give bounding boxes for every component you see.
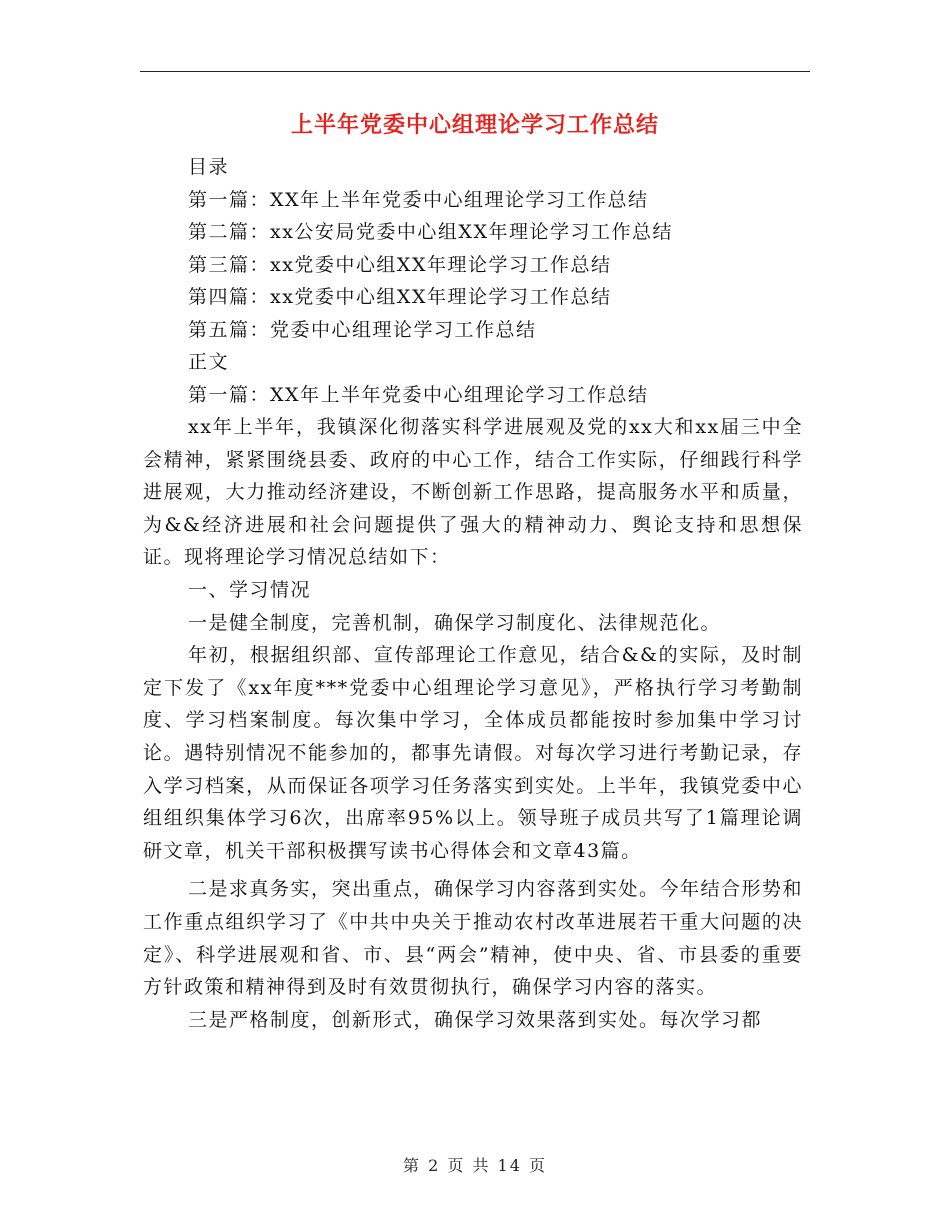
header-rule (140, 71, 810, 72)
toc-item-2: 第二篇：xx公安局党委中心组XX年理论学习工作总结 (188, 221, 673, 243)
toc-item-3: 第三篇：xx党委中心组XX年理论学习工作总结 (188, 253, 612, 276)
document-title: 上半年党委中心组理论学习工作总结 (290, 113, 659, 138)
paragraph-point-3: 三是严格制度，创新形式，确保学习效果落到实处。每次学习都 (188, 1008, 763, 1031)
document-body (143, 411, 803, 1036)
paragraph-point-1: 一是健全制度，完善机制，确保学习制度化、法律规范化。 (188, 611, 722, 634)
body-heading: 正文 (188, 351, 230, 373)
paragraph-point-2: 二是求真务实，突出重点，确保学习内容落到实处。今年结合形势和工作重点组织学习了《中共中央关于推动农村改革进展若干重大问题的决定》、科学进展观和省、市、县“两会”精神，使中央、省、市县委的重要方针政策和精神得到及时有效贯彻执行，确保学习内容的落实。 (143, 878, 804, 999)
section-heading: 一、学习情况 (188, 578, 312, 601)
toc-heading: 目录 (188, 156, 230, 178)
page-number: 第 2 页 共 14 页 (403, 1156, 547, 1175)
chapter-title: 第一篇：XX年上半年党委中心组理论学习工作总结 (188, 383, 649, 406)
paragraph-detail: 年初，根据组织部、宣传部理论工作意见，结合&&的实际，及时制定下发了《xx年度***党委中心组理论学习意见》，严格执行学习考勤制度、学习档案制度。每次集中学习，全体成员都能按时参加集中学习讨论。遇特别情况不能参加的，都事先请假。对每次学习进行考勤记录，存入学习档案，从而保证各项学习任务落实到实处。上半年，我镇党委中心组组织集体学习6次，出席率95%以上。领导班子成员共写了1篇理论调研文章，机关干部积极撰写读书心得体会和文章43篇。 (143, 644, 803, 862)
toc-item-5: 第五篇：党委中心组理论学习工作总结 (188, 318, 537, 341)
toc-item-1: 第一篇：XX年上半年党委中心组理论学习工作总结 (188, 188, 649, 211)
table-of-contents (188, 151, 828, 411)
toc-item-4: 第四篇：xx党委中心组XX年理论学习工作总结 (188, 286, 612, 308)
paragraph-intro: xx年上半年，我镇深化彻落实科学进展观及党的xx大和xx届三中全会精神，紧紧围绕县委、政府的中心工作，结合工作实际，仔细践行科学进展观，大力推动经济建设，不断创新工作思路，提高服务水平和质量，为&&经济进展和社会问题提供了强大的精神动力、舆论支持和思想保证。现将理论学习情况总结如下： (143, 416, 803, 569)
